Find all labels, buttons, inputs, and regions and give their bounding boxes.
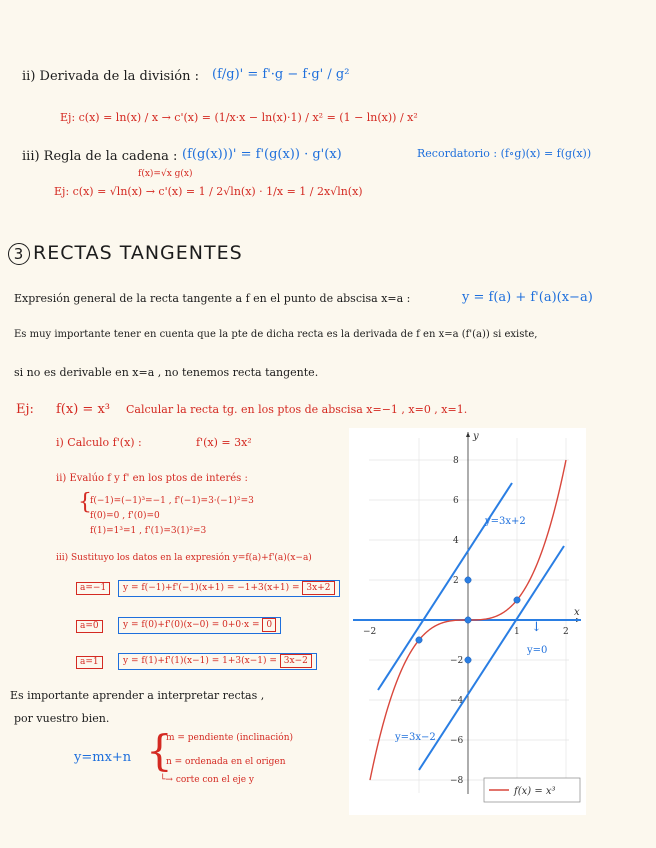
step2-row: f(1)=1³=1 , f'(1)=3(1)²=3 [90, 526, 207, 536]
y-tick-label: −2 [450, 656, 464, 666]
line-equation: y=mx+n [74, 750, 132, 765]
label-3x-minus-2: y=3x−2 [395, 732, 436, 743]
section-number: 3 [8, 243, 30, 265]
case-eq-1 [118, 653, 317, 670]
ymxn-brace: { [146, 726, 173, 775]
x-axis-label: x [574, 607, 580, 618]
y-tick-label: 4 [453, 536, 459, 546]
section-title-text: RECTAS TANGENTES [33, 242, 243, 264]
y-tick-label: −6 [450, 736, 464, 746]
division-rule-label: ii) Derivada de la división : [22, 69, 200, 84]
axis-cut-note-text: corte con el eje y [175, 775, 254, 785]
step2-row: f(0)=0 , f'(0)=0 [90, 511, 160, 521]
case-key-0: a=0 [76, 620, 103, 633]
y-axis-arrow [466, 432, 470, 437]
x-tick-label: −2 [363, 627, 377, 637]
tangency-point-1 [514, 597, 520, 603]
x-tick-label: 1 [514, 627, 520, 637]
case-res-1: 3x−2 [280, 654, 312, 668]
division-example: Ej: c(x) = ln(x) / x → c'(x) = (1/x·x − ln(x)·1) / x² = (1 − ln(x)) / x² [60, 111, 418, 124]
case-eq-0 [118, 617, 281, 634]
case-res-0: 0 [262, 618, 276, 632]
example-function: f(x) = x³ [56, 402, 110, 417]
y-tick-label: −4 [450, 696, 464, 706]
intercept-point-2 [465, 577, 471, 583]
y-tick-label: 8 [453, 456, 459, 466]
slope-note: m = pendiente (inclinación) [166, 733, 294, 743]
x-tick-label: 2 [563, 627, 569, 637]
step3-label: iii) Sustituyo los datos en la expresión y=f(a)+f'(a)(x−a) [56, 553, 312, 563]
tangency-point-neg1 [416, 637, 422, 643]
step1-label: i) Calculo f'(x) : [56, 436, 142, 449]
example-label: Ej: [16, 402, 34, 417]
learn-line1: Es importante aprender a interpretar rectas , [10, 689, 265, 702]
section-title [8, 243, 243, 265]
division-rule-formula: (f/g)' = f'·g − f·g' / g² [212, 67, 350, 82]
important-note-line1: Es muy importante tener en cuenta que la pte de dicha recta es la derivada de f en x=a (f'(a)) si existe, [14, 329, 538, 340]
tangent-line-3x-minus-2 [419, 546, 564, 770]
tangency-point-0 [465, 617, 471, 623]
chain-example-note: f(x)=√x g(x) [138, 169, 193, 179]
case-key-neg1: a=−1 [76, 582, 110, 595]
chain-example: Ej: c(x) = √ln(x) → c'(x) = 1 / 2√ln(x) · 1/x = 1 / 2x√ln(x) [54, 185, 363, 198]
graph-svg [349, 428, 586, 815]
y-tick-label: 6 [453, 496, 459, 506]
step2-label: ii) Evalúo f y f' en los ptos de interés : [56, 473, 248, 484]
learn-line2: por vuestro bien. [14, 712, 110, 725]
tangent-graph [349, 428, 586, 815]
example-task: Calcular la recta tg. en los ptos de abscisa x=−1 , x=0 , x=1. [126, 403, 468, 416]
label-3x-plus-2: y=3x+2 [485, 516, 526, 527]
case-res-neg1: 3x+2 [302, 581, 334, 595]
important-note-line2: si no es derivable en x=a , no tenemos recta tangente. [14, 366, 319, 379]
intercept-note: n = ordenada en el origen [166, 757, 286, 767]
case-key-1: a=1 [76, 656, 103, 669]
y-tick-label: −8 [450, 776, 464, 786]
chain-reminder: Recordatorio : (f∘g)(x) = f(g(x)) [417, 147, 592, 160]
y-axis-label: y [473, 431, 479, 442]
step2-brace: { [78, 490, 92, 515]
step2-row: f(−1)=(−1)³=−1 , f'(−1)=3·(−1)²=3 [90, 496, 254, 506]
legend-label: f(x) = x³ [514, 786, 556, 797]
intercept-point-neg2 [465, 657, 471, 663]
case-eq-1-text: y = f(1)+f'(1)(x−1) = 1+3(x−1) = [123, 656, 277, 666]
chain-rule-formula: (f(g(x)))' = f'(g(x)) · g'(x) [182, 147, 342, 162]
chain-rule-label: iii) Regla de la cadena : [22, 149, 178, 164]
axis-cut-note: └→ corte con el eje y [160, 775, 254, 785]
case-eq-neg1-text: y = f(−1)+f'(−1)(x+1) = −1+3(x+1) = [123, 583, 300, 593]
case-eq-neg1 [118, 580, 340, 597]
label-y0: y=0 [527, 645, 548, 656]
y-tick-label: 2 [453, 576, 459, 586]
step1-result: f'(x) = 3x² [196, 436, 252, 449]
case-eq-0-text: y = f(0)+f'(0)(x−0) = 0+0·x = [123, 620, 260, 630]
general-expression-text: Expresión general de la recta tangente a f en el punto de abscisa x=a : [14, 292, 411, 305]
label-y0-arrow: ↓ [531, 620, 542, 635]
general-expression-formula: y = f(a) + f'(a)(x−a) [462, 290, 593, 305]
